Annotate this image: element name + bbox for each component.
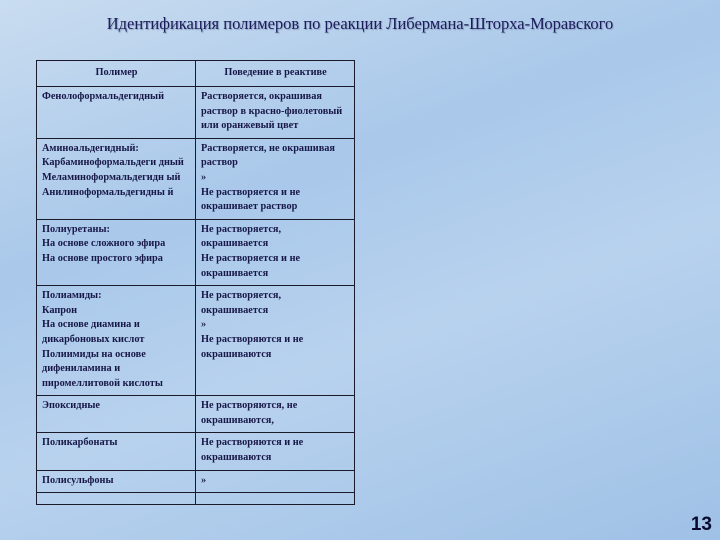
- cell-behavior: [196, 219, 355, 285]
- column-header-behavior: Поведение в реактиве: [196, 61, 355, 87]
- cell-polymer: [37, 219, 196, 285]
- table-row: [37, 396, 355, 433]
- behavior-text: Растворяется, не окрашивая раствор » Не растворяется и не окрашивает раствор: [201, 142, 335, 213]
- table-row: [37, 219, 355, 285]
- cell-polymer: [37, 87, 196, 139]
- polymer-text: Эпоксидные: [42, 400, 100, 412]
- table-row: [37, 286, 355, 396]
- polymer-text: Поликарбонаты: [42, 437, 118, 449]
- behavior-text: Не растворяются, не окрашиваются,: [201, 400, 298, 426]
- table-row: [37, 470, 355, 493]
- polymer-text: Полиамиды: Капрон На основе диамина и дикарбоновых кислот Полиимиды на основе дифениламина и пиромеллитовой кислоты: [42, 290, 163, 389]
- behavior-text: Растворяется, окрашивая раствор в красно-фиолетовый или оранжевый цвет: [201, 91, 343, 132]
- behavior-text: »: [201, 474, 207, 486]
- behavior-text: Не растворяются и не окрашиваются: [201, 437, 304, 464]
- table-header-row: [37, 61, 355, 87]
- polymer-text: Аминоальдегидный: Карбаминоформальдеги дный Меламиноформальдегидн ый Анилиноформальдегидны й: [42, 142, 184, 198]
- cell-polymer: [37, 138, 196, 219]
- cell-behavior: [196, 87, 355, 139]
- cell-behavior: [196, 138, 355, 219]
- page-number: 13: [690, 514, 712, 535]
- table-row: [37, 493, 355, 505]
- column-header-polymer: Полимер: [37, 61, 196, 87]
- polymer-table: [36, 60, 355, 505]
- table-row: [37, 87, 355, 139]
- cell-behavior: [196, 493, 355, 505]
- behavior-text: Не растворяется, окрашивается Не растворяется и не окрашивается: [201, 223, 301, 279]
- cell-behavior: [196, 433, 355, 470]
- table-row: [37, 138, 355, 219]
- cell-behavior: [196, 286, 355, 396]
- polymer-text: Полисульфоны: [42, 474, 114, 486]
- cell-behavior: [196, 470, 355, 493]
- table-row: [37, 433, 355, 470]
- cell-polymer: [37, 286, 196, 396]
- polymer-text: Фенолоформальдегидный: [42, 91, 165, 102]
- cell-polymer: [37, 433, 196, 470]
- cell-polymer: [37, 470, 196, 493]
- cell-behavior: [196, 396, 355, 433]
- polymer-text: Полиуретаны: На основе сложного эфира На основе простого эфира: [42, 223, 166, 264]
- behavior-text: Не растворяется, окрашивается » Не растворяются и не окрашиваются: [201, 290, 304, 360]
- cell-polymer: [37, 396, 196, 433]
- slide-title: Идентификация полимеров по реакции Либермана-Шторха-Моравского: [106, 14, 614, 33]
- cell-polymer: [37, 493, 196, 505]
